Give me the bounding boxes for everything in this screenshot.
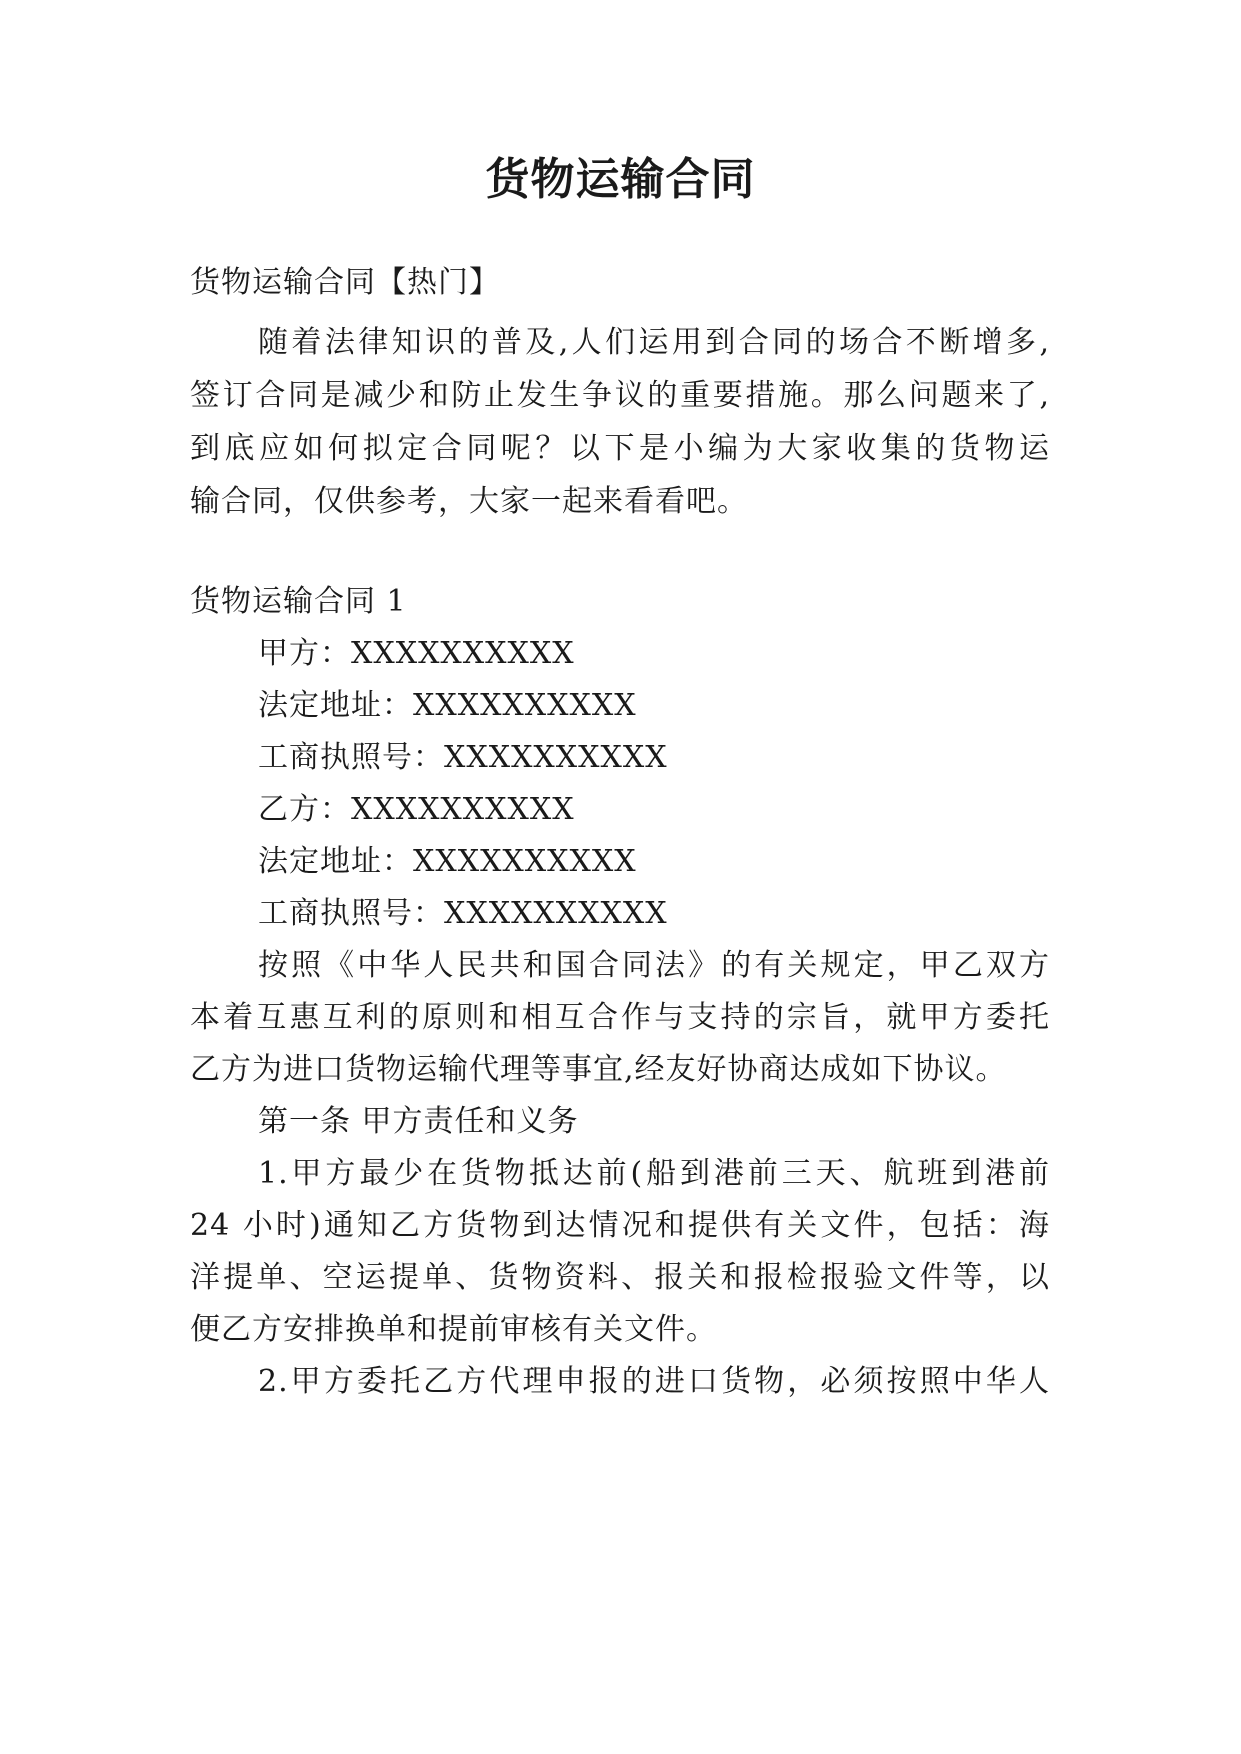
- preamble-line: 按照《中华人民共和国合同法》的有关规定，甲乙双方: [258, 948, 1050, 983]
- party-b-license: 工商执照号：XXXXXXXXXX: [258, 896, 668, 931]
- clause-line: 24 小时)通知乙方货物到达情况和提供有关文件，包括：海: [190, 1208, 1050, 1243]
- intro-line: 随着法律知识的普及,人们运用到合同的场合不断增多,: [258, 325, 1050, 360]
- clause-line: 1.甲方最少在货物抵达前(船到港前三天、航班到港前: [258, 1156, 1050, 1191]
- document-title: 货物运输合同: [485, 154, 756, 205]
- preamble-line: 乙方为进口货物运输代理等事宜,经友好协商达成如下协议。: [190, 1052, 1007, 1087]
- intro-line: 签订合同是减少和防止发生争议的重要措施。那么问题来了,: [190, 378, 1050, 413]
- preamble-line: 本着互惠互利的原则和相互合作与支持的宗旨，就甲方委托: [190, 1000, 1050, 1035]
- clause-line: 洋提单、空运提单、货物资料、报关和报检报验文件等，以: [190, 1260, 1050, 1295]
- section-heading: 货物运输合同 1: [190, 584, 407, 619]
- intro-line: 输合同，仅供参考，大家一起来看看吧。: [190, 484, 748, 519]
- party-b-name: 乙方：XXXXXXXXXX: [258, 792, 575, 827]
- party-a-license: 工商执照号：XXXXXXXXXX: [258, 740, 668, 775]
- party-a-name: 甲方：XXXXXXXXXX: [258, 636, 575, 671]
- party-a-address: 法定地址：XXXXXXXXXX: [258, 688, 637, 723]
- intro-line: 到底应如何拟定合同呢？以下是小编为大家收集的货物运: [190, 431, 1050, 466]
- document-subtitle: 货物运输合同【热门】: [190, 265, 500, 300]
- clause-line: 便乙方安排换单和提前审核有关文件。: [190, 1312, 717, 1347]
- article-heading: 第一条 甲方责任和义务: [258, 1104, 579, 1139]
- party-b-address: 法定地址：XXXXXXXXXX: [258, 844, 637, 879]
- clause-line: 2.甲方委托乙方代理申报的进口货物，必须按照中华人: [258, 1364, 1050, 1399]
